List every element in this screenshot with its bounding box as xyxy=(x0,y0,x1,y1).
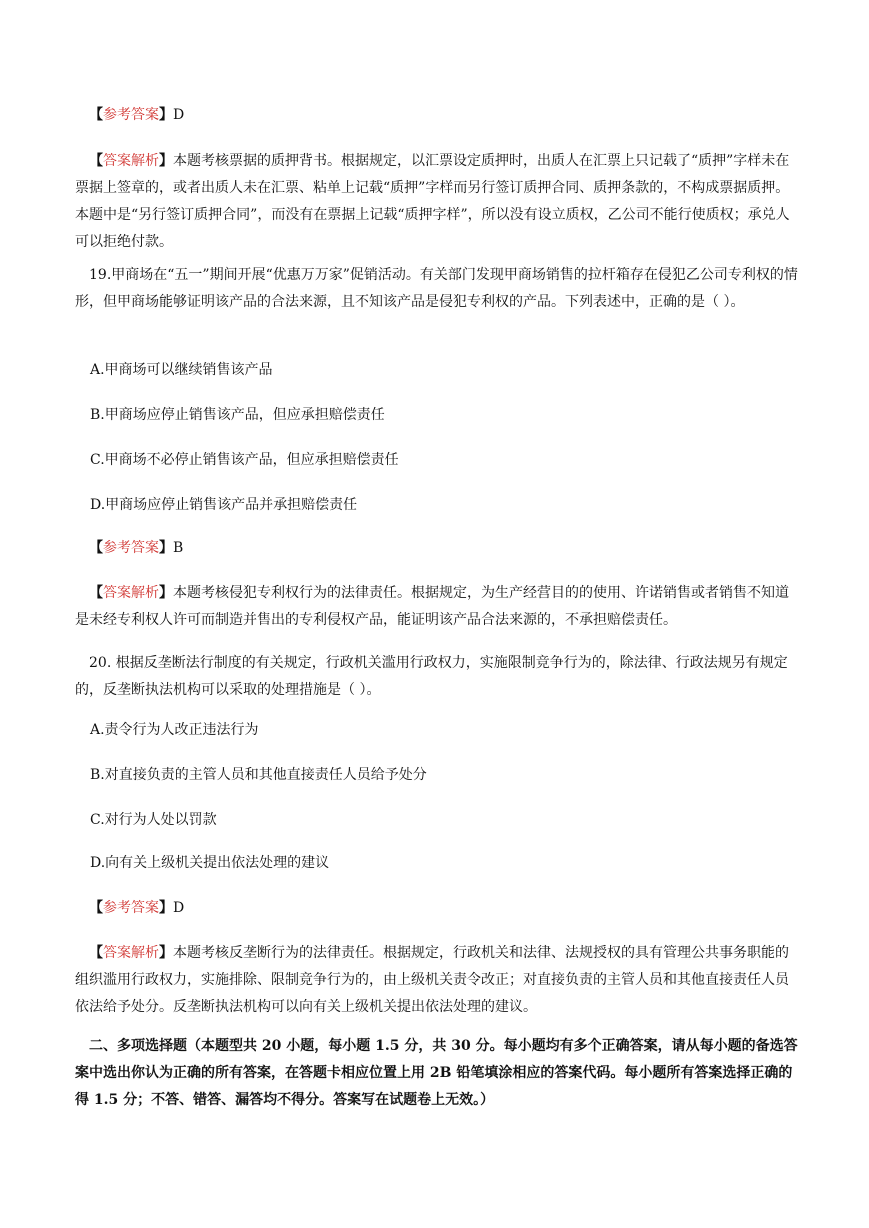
analysis-label: 答案解析 xyxy=(103,153,159,169)
question-20-option-d: D.向有关上级机关提出依法处理的建议 xyxy=(90,855,330,871)
analysis-q19: 【答案解析】本题考核侵犯专利权行为的法律责任。根据规定，为生产经营目的的使用、许诺销售或者销售不知道是未经专利权人许可而制造并售出的专利侵权产品，能证明该产品合法来源的，不承担赔偿责任。 xyxy=(75,585,789,628)
section-heading-multiple-choice: 二、多项选择题（本题型共 20 小题，每小题 1.5 分，共 30 分。每小题均有多个正确答案，请从每小题的备选答案中选出你认为正确的所有答案，在答题卡相应位置上用 2B 铅笔填涂相应的答案代码。每小题所有答案选择正确的得 1.5 分；不答、错答、漏答均不得分。答案写在试题卷上无效。） xyxy=(75,1038,798,1108)
answer-q20: 【参考答案】D xyxy=(89,900,185,916)
analysis-text: 本题考核侵犯专利权行为的法律责任。根据规定，为生产经营目的的使用、许诺销售或者销售不知道是未经专利权人许可而制造并售出的专利侵权产品，能证明该产品合法来源的，不承担赔偿责任。 xyxy=(75,585,789,628)
analysis-q18: 【答案解析】本题考核票据的质押背书。根据规定，以汇票设定质押时，出质人在汇票上只记载了“质押”字样未在票据上签章的，或者出质人未在汇票、粘单上记载“质押”字样而另行签订质押合同、质押条款的，不构成票据质押。本题中是“另行签订质押合同”，而没有在票据上记载“质押字样”，所以没有设立质权，乙公司不能行使质权；承兑人可以拒绝付款。 xyxy=(75,153,790,250)
question-19-option-b: B.甲商场应停止销售该产品，但应承担赔偿责任 xyxy=(90,407,385,423)
analysis-text: 本题考核反垄断行为的法律责任。根据规定，行政机关和法律、法规授权的具有管理公共事务职能的组织滥用行政权力，实施排除、限制竞争行为的，由上级机关责令改正；对直接负责的主管人员和其他直接责任人员依法给予处分。反垄断执法机构可以向有关上级机关提出依法处理的建议。 xyxy=(75,945,789,1015)
answer-q19: 【参考答案】B xyxy=(89,540,184,556)
answer-q18: 【参考答案】D xyxy=(89,107,185,123)
answer-value: D xyxy=(173,900,185,916)
answer-value: D xyxy=(173,107,185,123)
answer-label: 参考答案 xyxy=(103,107,159,123)
question-19-option-a: A.甲商场可以继续销售该产品 xyxy=(90,362,273,378)
answer-value: B xyxy=(173,540,184,556)
analysis-label: 答案解析 xyxy=(103,585,159,601)
question-19-option-c: C.甲商场不必停止销售该产品，但应承担赔偿责任 xyxy=(90,452,399,468)
question-19-stem: 19.甲商场在“五一”期间开展“优惠万万家”促销活动。有关部门发现甲商场销售的拉杆箱存在侵犯乙公司专利权的情形，但甲商场能够证明该产品的合法来源，且不知该产品是侵犯专利权的产品。下列表述中，正确的是（ ）。 xyxy=(75,267,798,310)
analysis-q20: 【答案解析】本题考核反垄断行为的法律责任。根据规定，行政机关和法律、法规授权的具有管理公共事务职能的组织滥用行政权力，实施排除、限制竞争行为的，由上级机关责令改正；对直接负责的主管人员和其他直接责任人员依法给予处分。反垄断执法机构可以向有关上级机关提出依法处理的建议。 xyxy=(75,945,789,1015)
analysis-text: 本题考核票据的质押背书。根据规定，以汇票设定质押时，出质人在汇票上只记载了“质押”字样未在票据上签章的，或者出质人未在汇票、粘单上记载“质押”字样而另行签订质押合同、质押条款的，不构成票据质押。本题中是“另行签订质押合同”，而没有在票据上记载“质押字样”，所以没有设立质权，乙公司不能行使质权；承兑人可以拒绝付款。 xyxy=(75,153,790,250)
answer-label: 参考答案 xyxy=(103,540,159,556)
question-20-option-b: B.对直接负责的主管人员和其他直接责任人员给予处分 xyxy=(90,767,427,783)
question-20-option-a: A.责令行为人改正违法行为 xyxy=(90,722,259,738)
question-19-option-d: D.甲商场应停止销售该产品并承担赔偿责任 xyxy=(90,497,358,513)
analysis-label: 答案解析 xyxy=(103,945,159,961)
answer-label: 参考答案 xyxy=(103,900,159,916)
question-20-stem: 20. 根据反垄断法行制度的有关规定，行政机关滥用行政权力，实施限制竞争行为的，除法律、行政法规另有规定的，反垄断执法机构可以采取的处理措施是（ ）。 xyxy=(75,655,788,698)
question-20-option-c: C.对行为人处以罚款 xyxy=(90,812,217,828)
